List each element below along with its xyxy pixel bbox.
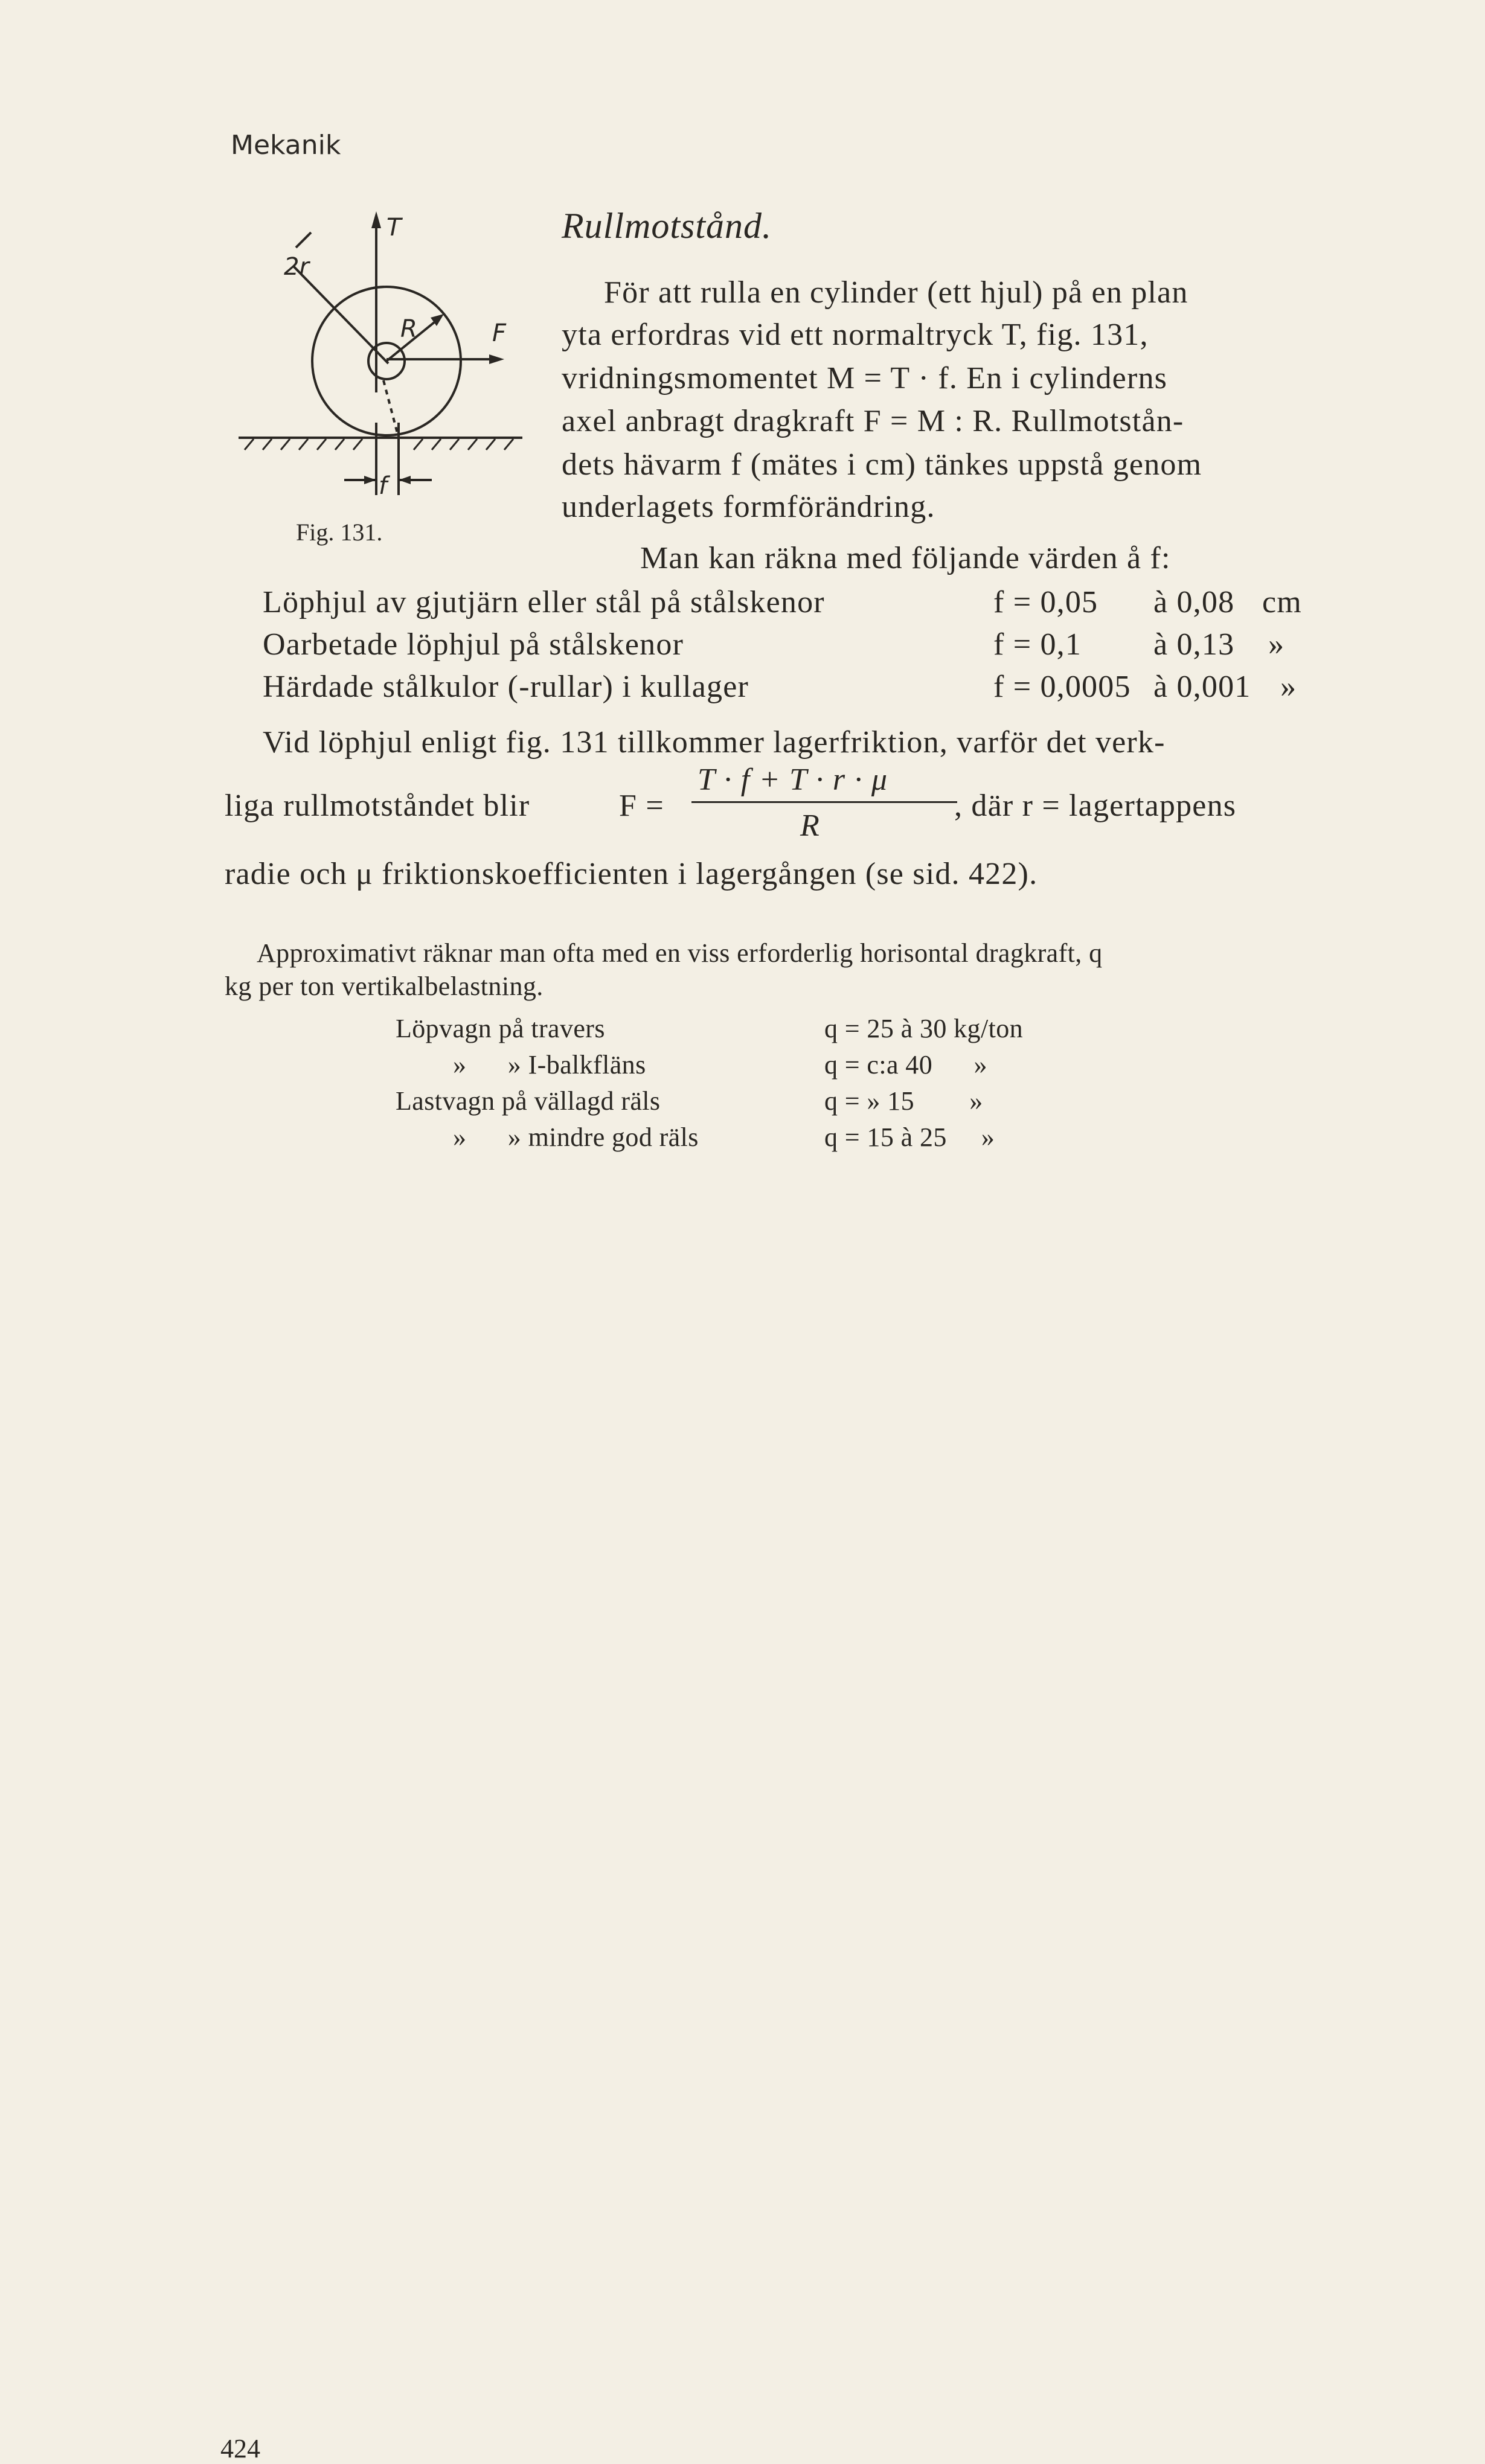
figure-131-cylinder-diagram [239,205,540,507]
formula-lhs: F = [619,789,664,823]
approx-item: Lastvagn på vällagd räls [396,1086,661,1116]
formula-fraction-bar [691,801,957,803]
values-item: Oarbetade löphjul på stålskenor [263,627,684,662]
values-unit: » [1280,670,1297,704]
running-header: Mekanik [231,130,341,161]
values-formula: f = 0,05 [993,585,1099,619]
values-formula: f = 0,0005 [993,670,1131,704]
intro-line-5: dets hävarm f (mätes i cm) tänkes uppstå genom [562,447,1202,482]
section-title: Rullmotstånd. [562,206,772,246]
friction-line-3: radie och μ friktionskoefficienten i lagergången (se sid. 422). [225,857,1038,891]
values-unit: cm [1262,585,1302,619]
values-intro: Man kan räkna med följande värden å f: [640,541,1171,575]
label-T: T [386,214,402,242]
approx-formula: q = » 15 » [824,1086,983,1116]
intro-line-1: För att rulla en cylinder (ett hjul) på en plan [604,275,1188,310]
page-number: 424 [220,2434,260,2463]
label-2r: 2r [284,253,309,281]
values-range: à 0,001 [1153,670,1251,704]
friction-line-2-end: , där r = lagertappens [954,789,1237,823]
figure-caption: Fig. 131. [296,519,383,546]
approx-formula: q = 25 à 30 kg/ton [824,1014,1023,1043]
values-range: à 0,08 [1153,585,1235,619]
approx-line-2: kg per ton vertikalbelastning. [225,971,544,1001]
values-item: Löphjul av gjutjärn eller stål på stålskenor [263,585,825,619]
intro-line-6: underlagets formförändring. [562,490,935,524]
label-R: R [400,315,417,343]
approx-line-1: Approximativt räknar man ofta med en viss erforderlig horisontal dragkraft, q [257,938,1103,968]
formula-denominator: R [800,808,820,843]
contact-dashed-line [383,380,399,438]
intro-line-4: axel anbragt dragkraft F = M : R. Rullmotstån- [562,404,1184,438]
intro-line-2: yta erfordras vid ett normaltryck T, fig. 131, [562,318,1149,352]
values-item: Härdade stålkulor (-rullar) i kullager [263,670,749,704]
approx-item: » » mindre god räls [453,1122,699,1152]
approx-item: Löpvagn på travers [396,1014,605,1043]
approx-formula: q = c:a 40 » [824,1050,987,1080]
label-F: F [492,319,507,347]
formula-numerator: T · f + T · r · μ [698,763,888,797]
intro-line-3: vridningsmomentet M = T · f. En i cylinderns [562,361,1168,395]
approx-formula: q = 15 à 25 » [824,1122,995,1152]
approx-item: » » I-balkfläns [453,1050,646,1080]
values-formula: f = 0,1 [993,627,1082,662]
friction-line-1: Vid löphjul enligt fig. 131 tillkommer lagerfriktion, varför det verk- [263,725,1166,760]
values-range: à 0,13 [1153,627,1235,662]
friction-line-2-start: liga rullmotståndet blir [225,789,530,823]
values-unit: » [1268,627,1285,662]
label-f: f [379,472,388,500]
